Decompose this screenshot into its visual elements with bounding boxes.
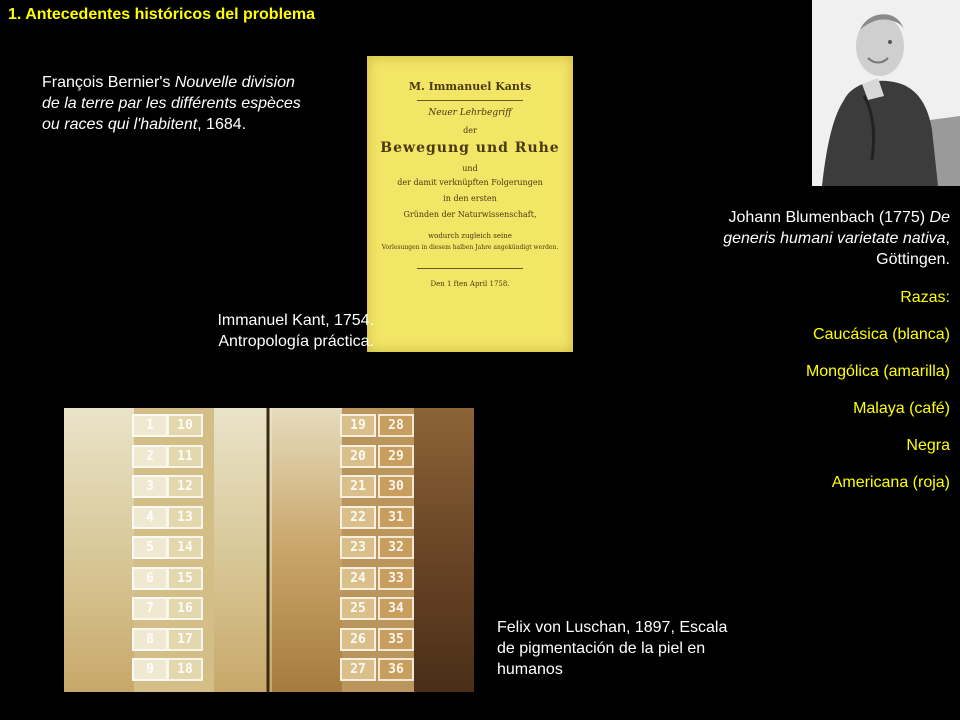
luschan-tile: 8 <box>132 628 168 651</box>
blumenbach-work-title: De generis humani varietate nativa <box>723 209 950 247</box>
luschan-tile: 19 <box>340 414 376 437</box>
luschan-tile: 12 <box>167 475 203 498</box>
kant-caption <box>174 310 374 352</box>
bernier-prefix: François Bernier's <box>42 74 175 91</box>
luschan-tile: 29 <box>378 445 414 468</box>
book-line-8: Vorlesungen in diesem halben Jahre angekündigt werden. <box>381 244 559 251</box>
luschan-tile: 9 <box>132 658 168 681</box>
luschan-tile: 6 <box>132 567 168 590</box>
blumenbach-caption <box>680 207 950 270</box>
luschan-tile: 26 <box>340 628 376 651</box>
races-list <box>740 288 950 510</box>
book-line-2: der <box>463 126 477 135</box>
luschan-tile: 35 <box>378 628 414 651</box>
luschan-skin-scale-image <box>64 408 474 692</box>
races-heading: Razas: <box>900 289 950 306</box>
book-line-6: Gründen der Naturwissenschaft, <box>403 210 537 219</box>
blumenbach-portrait-image <box>812 0 960 186</box>
book-line-3: und <box>462 164 478 173</box>
luschan-tile: 7 <box>132 597 168 620</box>
kant-book-cover-image <box>367 56 573 352</box>
bernier-suffix: , 1684. <box>197 116 247 133</box>
luschan-tile: 11 <box>167 445 203 468</box>
book-line-1: Neuer Lehrbegriff <box>428 108 512 118</box>
luschan-tile: 1 <box>132 414 168 437</box>
book-line-5: in den ersten <box>443 194 497 203</box>
book-line-7: wodurch zugleich seine <box>428 232 512 240</box>
luschan-tile: 33 <box>378 567 414 590</box>
luschan-tile: 2 <box>132 445 168 468</box>
luschan-tile: 32 <box>378 536 414 559</box>
luschan-tile: 18 <box>167 658 203 681</box>
race-item: Negra <box>906 437 950 454</box>
luschan-tile: 10 <box>167 414 203 437</box>
luschan-tile: 27 <box>340 658 376 681</box>
luschan-caption: Felix von Luschan, 1897, Escala de pigmentación de la piel en humanos <box>497 619 728 678</box>
luschan-tile: 28 <box>378 414 414 437</box>
luschan-tile: 17 <box>167 628 203 651</box>
luschan-tile: 15 <box>167 567 203 590</box>
luschan-tile: 5 <box>132 536 168 559</box>
luschan-tile: 22 <box>340 506 376 529</box>
kant-caption-line-2: Antropología práctica. <box>218 333 374 350</box>
kant-caption-line-1: Immanuel Kant, 1754. <box>217 312 374 329</box>
book-line-4: der damit verknüpften Folgerungen <box>397 178 543 187</box>
bernier-work-title: Nouvelle division de la terre par les différents espèces ou races qui l'habitent <box>42 74 301 133</box>
luschan-tile: 23 <box>340 536 376 559</box>
luschan-tile: 4 <box>132 506 168 529</box>
luschan-tile: 34 <box>378 597 414 620</box>
luschan-tile: 30 <box>378 475 414 498</box>
luschan-tile: 13 <box>167 506 203 529</box>
luschan-tile: 14 <box>167 536 203 559</box>
luschan-tile: 25 <box>340 597 376 620</box>
bernier-caption <box>42 72 314 135</box>
race-item: Americana (roja) <box>831 474 950 491</box>
luschan-tile: 21 <box>340 475 376 498</box>
race-item: Mongólica (amarilla) <box>805 363 950 380</box>
luschan-tile: 20 <box>340 445 376 468</box>
blumenbach-prefix: Johann Blumenbach (1775) <box>728 209 930 226</box>
luschan-tile: 36 <box>378 658 414 681</box>
luschan-tile: 16 <box>167 597 203 620</box>
book-author: M. Immanuel Kants <box>408 80 532 93</box>
book-date: Den 1 ften April 1758. <box>430 280 510 288</box>
race-item: Malaya (café) <box>853 400 950 417</box>
book-main-title: Bewegung und Ruhe <box>380 140 560 156</box>
race-item: Caucásica (blanca) <box>813 326 950 343</box>
slide-title: 1. Antecedentes históricos del problema <box>8 6 316 23</box>
luschan-tile: 24 <box>340 567 376 590</box>
luschan-tile: 3 <box>132 475 168 498</box>
blumenbach-suffix: , Göttingen. <box>876 230 950 268</box>
luschan-tile: 31 <box>378 506 414 529</box>
